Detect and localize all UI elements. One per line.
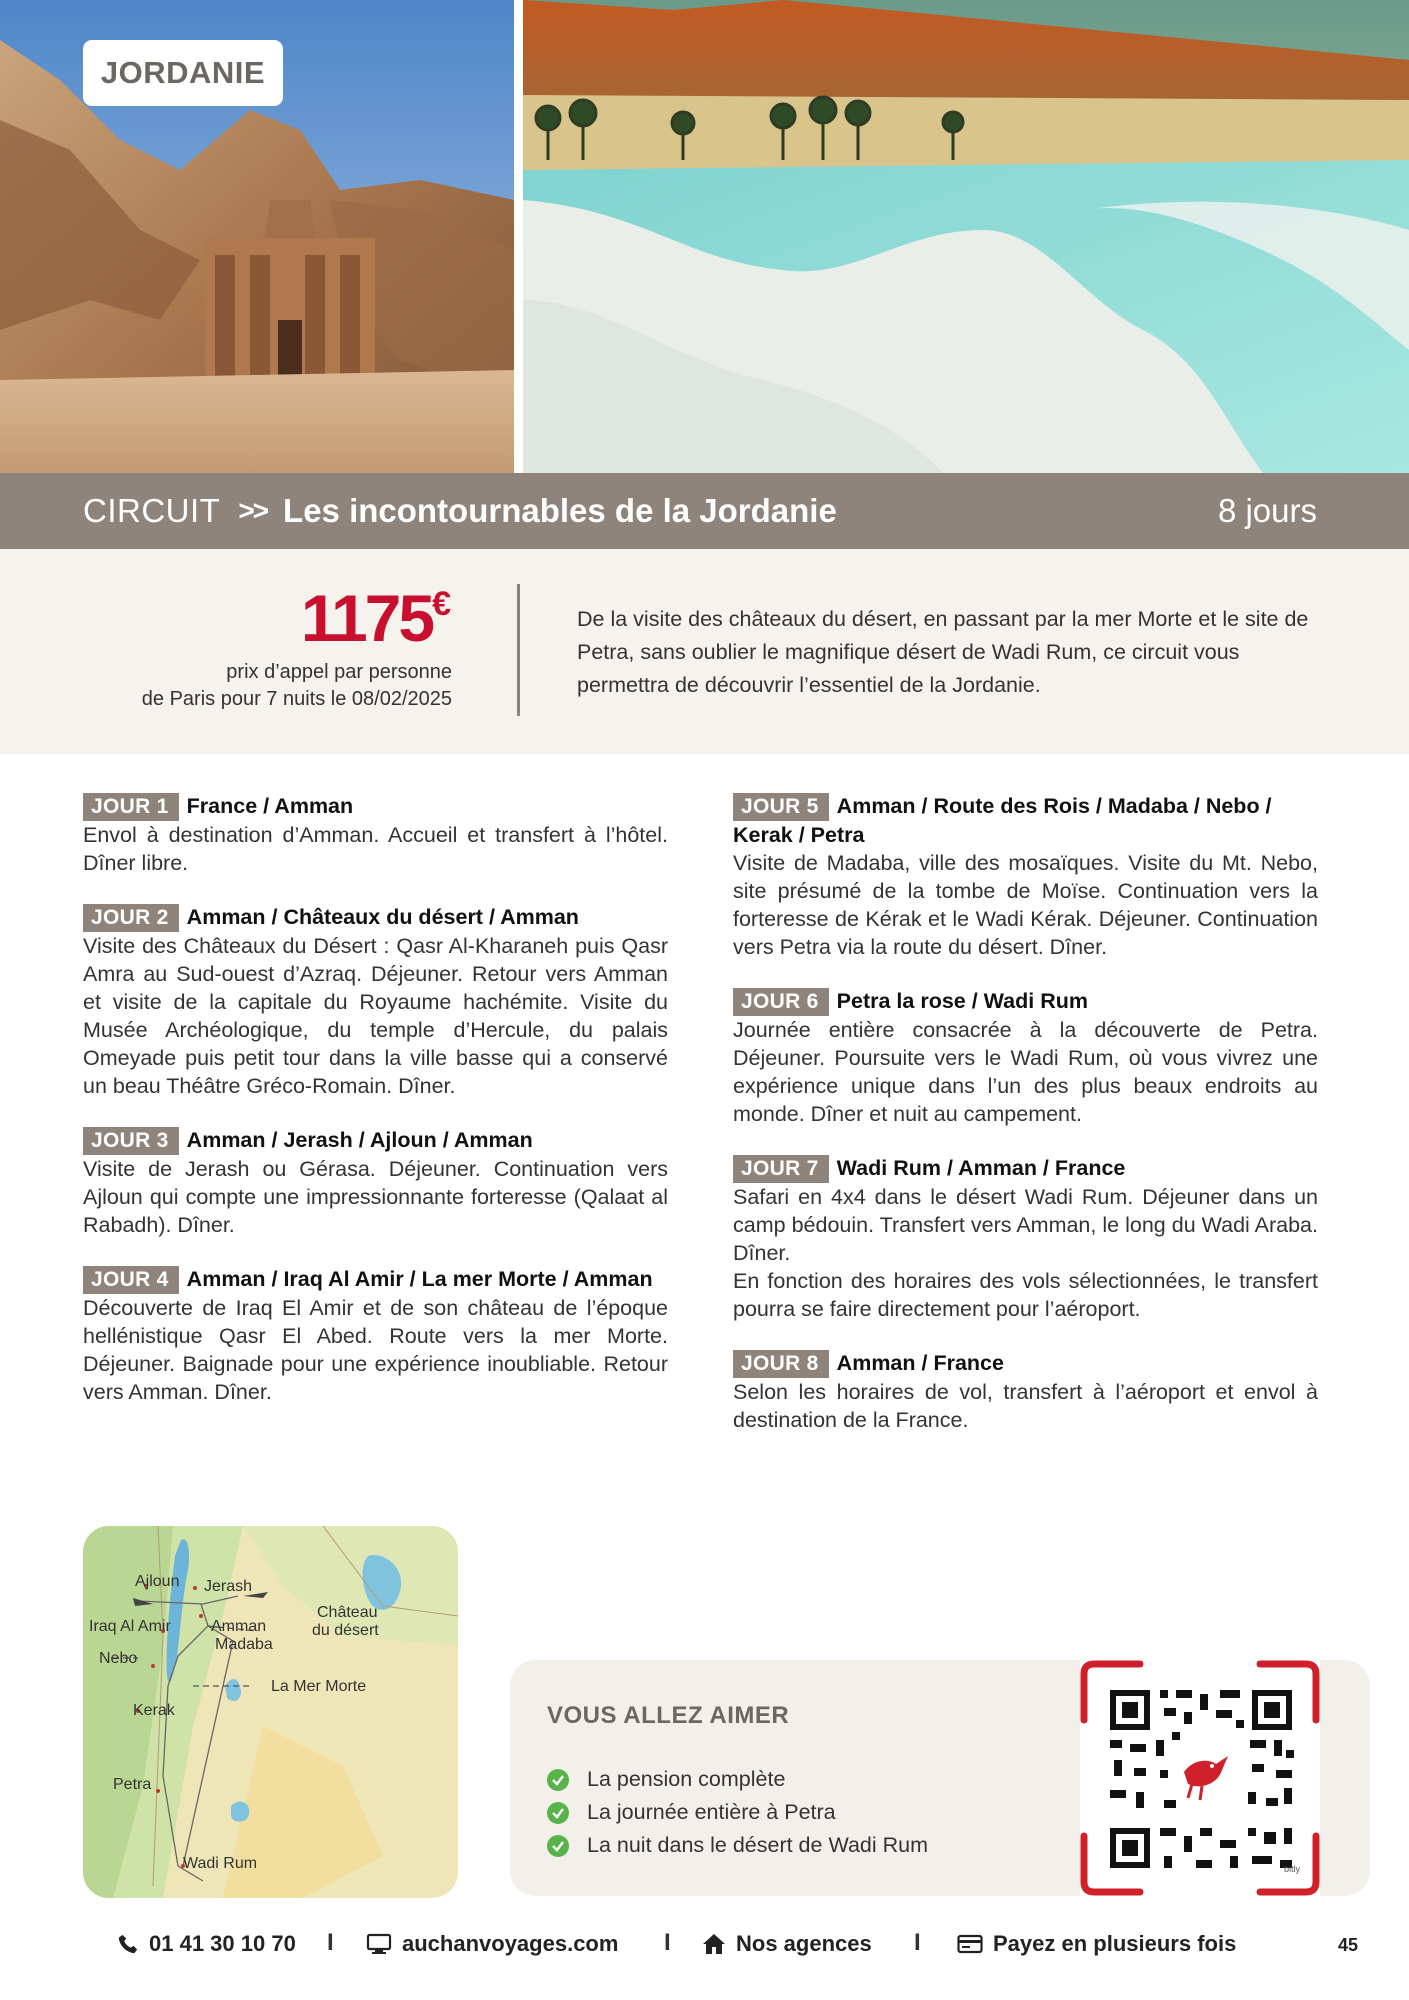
day-badge: JOUR 7 [733, 1155, 829, 1183]
map-label-kerak: Kerak [133, 1702, 175, 1719]
day-badge: JOUR 8 [733, 1350, 829, 1378]
day-5 [733, 792, 1318, 961]
map-label-iraq-al-amir: Iraq Al Amir [89, 1618, 171, 1635]
day-3 [83, 1126, 668, 1239]
qr-code[interactable] [1080, 1660, 1320, 1896]
day-title: Wadi Rum / Amman / France [836, 1156, 1126, 1180]
day-title: Amman / France [836, 1351, 1004, 1375]
highlight-text: La nuit dans le désert de Wadi Rum [587, 1833, 928, 1857]
dead-sea-photo [523, 0, 1409, 473]
day-text: Selon les horaires de vol, transfert à l’aéroport et envol à destination de la France. [733, 1380, 1318, 1432]
highlights-list [547, 1763, 928, 1862]
highlight-text: La journée entière à Petra [587, 1800, 836, 1824]
day-badge: JOUR 3 [83, 1127, 179, 1155]
price-amount: 1175 [300, 581, 433, 655]
day-badge: JOUR 1 [83, 793, 179, 821]
home-icon [702, 1933, 726, 1955]
day-text: Envol à destination d’Amman. Accueil et transfert à l’hôtel. Dîner libre. [83, 823, 668, 875]
highlight-item [547, 1763, 928, 1796]
duration-label: 8 jours [1217, 492, 1317, 529]
day-title: France / Amman [186, 794, 354, 818]
footer-separator: I [914, 1929, 921, 1956]
petra-monastery-photo [0, 0, 514, 473]
check-icon [547, 1835, 569, 1857]
highlight-text: La pension complète [587, 1767, 786, 1791]
day-title: Petra la rose / Wadi Rum [836, 989, 1088, 1013]
highlights-title: VOUS ALLEZ AIMER [547, 1702, 790, 1729]
check-icon [547, 1769, 569, 1791]
website-link: auchanvoyages.com [402, 1931, 619, 1956]
phone-icon [117, 1933, 139, 1955]
footer-website[interactable] [366, 1931, 618, 1957]
day-badge: JOUR 2 [83, 904, 179, 932]
footer-separator: I [327, 1929, 334, 1956]
footer-separator: I [664, 1929, 671, 1956]
payment-link: Payez en plusieurs fois [993, 1931, 1237, 1956]
check-icon [547, 1802, 569, 1824]
day-text: Safari en 4x4 dans le désert Wadi Rum. Déjeuner dans un camp bédouin. Transfert vers Amman, le long du Wadi Araba. Dîner. [733, 1185, 1318, 1265]
map-label-chateau-2: du désert [312, 1622, 379, 1639]
page-number: 45 [1338, 1935, 1359, 1955]
day-title: Amman / Iraq Al Amir / La mer Morte / Amman [186, 1267, 653, 1291]
price-note-line1: prix d’appel par personne [226, 661, 452, 683]
day-note: En fonction des horaires des vols sélectionnées, le transfert pourra se faire directement pour l’aéroport. [733, 1269, 1318, 1321]
map-label-jerash: Jerash [204, 1578, 253, 1595]
day-1 [83, 792, 668, 877]
price-note-line2: de Paris pour 7 nuits le 08/02/2025 [141, 688, 452, 710]
itinerary-left-column [83, 792, 668, 1432]
map-label-nebo: Nebo [99, 1650, 138, 1667]
footer-agencies[interactable] [702, 1931, 872, 1957]
hero-photos [0, 0, 1409, 473]
map-label-amman: Amman [211, 1618, 267, 1635]
highlight-item [547, 1829, 928, 1862]
computer-icon [366, 1933, 392, 1955]
qr-brand-text: bitly [1284, 1864, 1301, 1874]
map-label-wadi-rum: Wadi Rum [183, 1855, 258, 1872]
day-7 [733, 1154, 1318, 1323]
category-label: CIRCUIT [83, 492, 221, 529]
price-note [142, 659, 452, 713]
day-title: Amman / Châteaux du désert / Amman [186, 905, 579, 929]
price-intro-band [0, 549, 1409, 754]
intro-text: De la visite des châteaux du désert, en passant par la mer Morte et le site de Petra, sans oublier le magnifique désert de Wadi Rum, ce circuit vous permettra de découvrir l’essentiel de la Jordanie. [577, 607, 1309, 697]
circuit-title-bar [0, 473, 1409, 549]
day-4 [83, 1265, 668, 1406]
credit-card-icon [957, 1934, 983, 1954]
map-label-ajloun: Ajloun [135, 1573, 180, 1590]
day-text: Visite de Madaba, ville des mosaïques. Visite du Mt. Nebo, site présumé de la tombe de Moïse. Continuation vers la forteresse de Kérak et le Wadi Kérak. Déjeuner. Continuation vers Petra via la route du désert. Dîner. [733, 851, 1318, 959]
phone-number: 01 41 30 10 70 [149, 1931, 296, 1956]
highlight-item [547, 1796, 928, 1829]
footer-payment[interactable] [957, 1931, 1236, 1957]
circuit-title: Les incontournables de la Jordanie [283, 492, 837, 529]
map-label-chateau-1: Château [317, 1604, 378, 1621]
price-currency: € [432, 585, 451, 623]
route-map [83, 1526, 458, 1898]
day-badge: JOUR 4 [83, 1266, 179, 1294]
day-2 [83, 903, 668, 1100]
price [300, 581, 451, 655]
day-6 [733, 987, 1318, 1128]
day-badge: JOUR 5 [733, 793, 829, 821]
itinerary-right-column [733, 792, 1318, 1460]
day-badge: JOUR 6 [733, 988, 829, 1016]
map-label-petra: Petra [113, 1776, 152, 1793]
day-title: Amman / Route des Rois / Madaba / Nebo / Kerak / Petra [733, 794, 1272, 847]
country-tag: JORDANIE [83, 40, 283, 106]
footer-phone[interactable] [117, 1931, 296, 1957]
map-label-madaba: Madaba [215, 1636, 273, 1653]
map-label-mer-morte: La Mer Morte [271, 1678, 367, 1695]
day-8 [733, 1349, 1318, 1434]
footer [0, 1925, 1409, 1965]
agencies-link: Nos agences [736, 1931, 872, 1956]
day-text: Visite des Châteaux du Désert : Qasr Al-Kharaneh puis Qasr Amra au Sud-ouest d’Azraq. Déjeuner. Retour vers Amman et visite de la capitale du Royaume hachémite. Visite du Musée Archéologique, du temple d’Hercule, du palais Omeyade puis petit tour dans la ville basse qui a conservé un beau Théâtre Gréco-Romain. Dîner. [83, 934, 668, 1098]
day-text: Découverte de Iraq El Amir et de son château de l’époque hellénistique Qasr El Abed. Route vers la mer Morte. Déjeuner. Baignade pour une expérience inoubliable. Retour vers Amman. Dîner. [83, 1296, 668, 1404]
double-chevron-icon: >> [238, 495, 268, 526]
day-title: Amman / Jerash / Ajloun / Amman [186, 1128, 533, 1152]
day-text: Visite de Jerash ou Gérasa. Déjeuner. Continuation vers Ajloun qui compte une impressionnante forteresse (Qalaat al Rabadh). Dîner. [83, 1157, 668, 1237]
day-text: Journée entière consacrée à la découverte de Petra. Déjeuner. Poursuite vers le Wadi Rum, où vous vivrez une expérience unique dans l’un des plus beaux endroits au monde. Dîner et nuit au campement. [733, 1018, 1318, 1126]
vertical-divider [517, 584, 520, 716]
